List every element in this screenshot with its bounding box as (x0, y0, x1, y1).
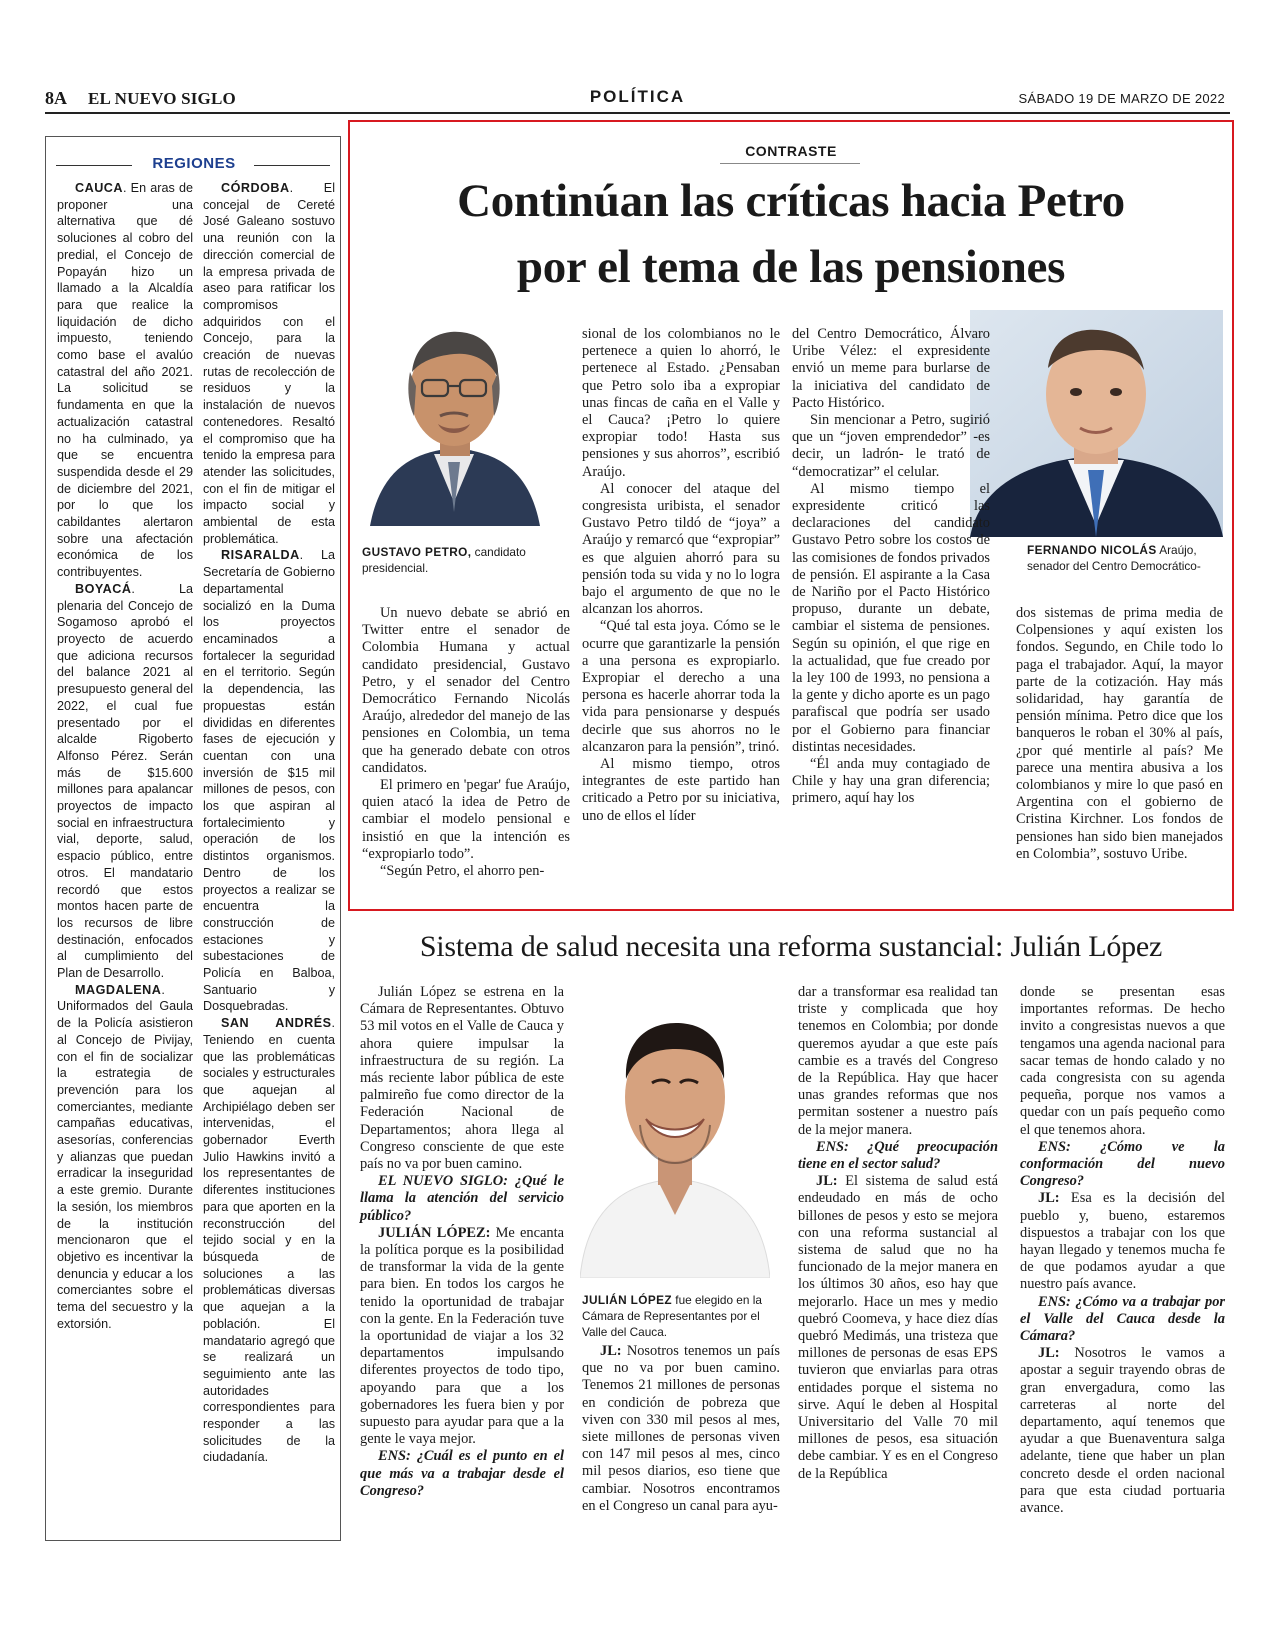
paragraph: Al conocer del ataque del congresista uribista, el senador Gustavo Petro tildó de “joya” a Araújo y remarcó que “expropiar” es que alguien ahorró para su pensión toda su vida y no lo logra bajo el argumento de que no le alcanzan los ahorros. (582, 480, 780, 618)
paragraph: Sin mencionar a Petro, sugirió que un “joven emprendedor” -es decir, un ladrón- le trató de “democratizar” el celular. (792, 412, 990, 480)
interview-question: EL NUEVO SIGLO: ¿Qué le llama la atención del servicio público? (360, 1173, 564, 1224)
lopez-photo-caption: JULIÁN LÓPEZ fue elegido en la Cámara de Representantes por el Valle del Cauca. (582, 1293, 762, 1339)
main-headline: Continúan las críticas hacia Petro por el tema de las pensiones (457, 175, 1125, 293)
second-story-column-3 (798, 984, 998, 1483)
main-story-column-3 (792, 326, 990, 808)
region-item: CAUCA. En aras de proponer una alternativa que dé soluciones al cobro del predial, el Concejo de Popayán hizo un llamado a la Alcaldía para que realice la liquidación de dicho impuesto, teniendo como base el avalúo catastral del año 2021. La solicitud se fundamenta en que la actualización catastral no ha culminado, ya que se encuentra suspendida desde el 29 de diciembre del 2021, por lo que los cabildantes alertaron sobre una afectación económica de los contribuyentes. (57, 181, 193, 580)
region-item: RISARALDA. La Secretaría de Gobierno departamental socializó en la Duma los proyectos encaminados a fortalecer la seguridad en el territorio. Según la dependencia, las propuestas están divididas en diferentes fases de ejecución y cuentan con una inversión de $15 mil millones de pesos, con los que aspiran al fortalecimiento y operación de los distintos organismos. Dentro de los proyectos a realizar se encuentra la construcción de estaciones y subestaciones de Policía en Balboa, Santuario y Dosquebradas. (203, 548, 335, 1014)
main-story-column-2 (582, 326, 780, 825)
interview-answer: JL: Nosotros le vamos a apostar a seguir trayendo obras de gran envergadura, como las carreteras al norte del departamento, aquí tenemos que ayudar a que Buenaventura salga adelante, tiene que haber un plan concreto desde el orden nacional para que esta ciudad portuaria avance. (1020, 1345, 1225, 1517)
story-kicker: CONTRASTE (745, 143, 837, 159)
interview-answer: JL: El sistema de salud está endeudado en más de ocho billones de pesos y esto se mejora con una reforma sustancial al sistema de salud que no ha funcionado de la mejor manera en los últimos 30 años, eso hay que mejorarlo. Hace un mes y medio quebró Coomeva, y hace diez días quebró Medimás, una tristeza que millones de personas de esas EPS tuvieron que enviarlas para otras entidades porque el sistema no sirve. Aquí le deben al Hospital Universitario del Valle 70 mil millones de pesos, esa situación debe cambiar. Y es en el Congreso de la República (798, 1173, 998, 1482)
main-story-column-4 (1016, 605, 1223, 863)
issue-date: SÁBADO 19 DE MARZO DE 2022 (1018, 91, 1225, 106)
region-item: MAGDALENA. Uniformados del Gaula de la Policía asistieron al Concejo de Pivijay, con el fin de socializar la estrategia de prevención para los comerciantes, mediante campañas educativas, asesorías, conferencias y alianzas que puedan erradicar la inseguridad a este gremio. Durante la sesión, los miembros de la institución mencionaron que el objetivo es incentivar la denuncia y educar a los comerciantes sobre el tema del secuestro y la extorsión. (57, 982, 193, 1331)
second-story-column-4 (1020, 984, 1225, 1517)
paragraph: sional de los colombianos no le pertenece a quien lo ahorró, le pertenece al Estado. ¿Pensaban que Petro solo iba a expropiar unas fincas de caña en el Valle y el Cauca? ¡Petro lo quiere expropiar todo! Hasta sus pensiones y sus ahorros”, escribió Araújo. (582, 326, 780, 480)
interview-answer: JL: Nosotros tenemos un país que no va por buen camino. Tenemos 21 millones de personas en condición de pobreza que viven con 330 mil pesos al mes, siete millones de personas viven con 147 mil pesos al mes, cinco mil pesos diarios, eso tiene que cambiar. Nosotros encontramos en el Congreso un canal para ayu- (582, 1343, 780, 1514)
section-name: POLÍTICA (589, 87, 686, 106)
paragraph: donde se presentan esas importantes reformas. De hecho invito a congresistas nuevos a que tengamos una agenda nacional para sacar temas de hondo calado y no cada congresista con su agenda pequeña, porque nos vamos a quedar con un país pequeño como el que tenemos ahora. (1020, 984, 1225, 1138)
paragraph: Al mismo tiempo el expresidente criticó las declaraciones del candidato Gustavo Petro sobre los costos de las comisiones de fondos privados de pensión. El aspirante a la Casa de Nariño por el Pacto Histórico propuso, durante un debate, cambiar el sistema de pensiones. Según su opinión, el que rige en la actualidad, que fue creado por la ley 100 de 1993, no pensiona a la gente y dicho aporte es un pago parafiscal que podría ser usado por el Gobierno para financiar distintas necesidades. (792, 480, 990, 755)
paragraph: dos sistemas de prima media de Colpensiones y aquí existen los fondos. Segundo, en Chile todo lo paga el trabajador. Aquí, la mayor parte de la cotización. Hay más solidaridad, hay garantía de pensión mínima. Petro dice que los banqueros le roban el 30% al país, ¿por qué mentirle al país? Me parece una mentira abusiva a los colombianos y mire lo que pasó en Argentina con el gobierno de Cristina Kirchner. Los fondos de pensiones han sido bien manejados en Colombia”, sostuvo Uribe. (1016, 605, 1223, 862)
interview-question: ENS: ¿Cómo va a trabajar por el Valle del Cauca desde la Cámara? (1020, 1293, 1225, 1345)
interview-question: ENS: ¿Qué preocupación tiene en el sector salud? (798, 1138, 998, 1173)
second-headline: Sistema de salud necesita una reforma sustancial: Julián López (419, 930, 1163, 963)
interview-answer: JULIÁN LÓPEZ: Me encanta la política porque es la posibilidad de transformar la vida de la gente para bien. En todos los cargos he tenido la oportunidad de trabajar con la gente. En la Federación tuve la oportunidad de viajar a los 32 departamentos impulsando diferentes proyectos de todo tipo, apoyando para que a los gobernadores les fuera bien y por supuesto para ayudar para que a la gente le vaya mejor. (360, 1224, 564, 1448)
newspaper-name: EL NUEVO SIGLO (88, 89, 236, 108)
paragraph: Julián López se estrena en la Cámara de Representantes. Obtuvo 53 mil votos en el Valle de Cauca y ahora quiere impulsar la infraestructura de su región. La más reciente labor pública de este palmireño fue como director de la Federación Nacional de Departamentos; ahora llega al Congreso consciente de que este país no va por buen camino. (360, 984, 564, 1173)
page-number: 8A (45, 88, 67, 108)
petro-photo-caption: GUSTAVO PETRO, candidato presidencial. (362, 545, 526, 575)
paragraph: Al mismo tiempo, otros integrantes de este partido han criticado a Petro por su iniciativa, uno de ellos el líder (582, 756, 780, 824)
paragraph: “Según Petro, el ahorro pen- (380, 863, 545, 880)
fernando-nicolas-photo (970, 310, 1223, 537)
nicolas-photo-caption: FERNANDO NICOLÁS Araújo, senador del Centro Democrático- (1027, 543, 1201, 573)
regiones-column-2 (203, 180, 335, 1466)
gustavo-petro-photo (360, 312, 548, 526)
region-item: CÓRDOBA. El concejal de Cereté José Galeano sostuvo una reunión con la dirección comercial de la empresa privada de aseo para ratificar los compromisos adquiridos con el Concejo, para la creación de nuevas rutas de recolección de residuos y la instalación de nuevos contenedores. Resaltó el compromiso que ha tenido la empresa para atender las solicitudes, con el fin de mitigar el impacto social y ambiental de esta problemática. (203, 181, 335, 546)
regiones-title: REGIONES (152, 155, 236, 172)
second-story-column-1 (360, 984, 564, 1500)
regiones-sidebar (45, 136, 341, 1541)
header-rule (45, 112, 1230, 114)
paragraph: dar a transformar esa realidad tan triste y complicada que hoy tenemos en Colombia; por donde queremos ayudar a que este país cambie es a través del Congreso de la República. Hay que hacer unas grandes reformas que nos permitan sostener a nuestro país de la mejor manera. (798, 984, 998, 1138)
paragraph: “Él anda muy contagiado de Chile y hay una gran diferencia; primero, aquí hay los (792, 756, 990, 807)
region-item: SAN ANDRÉS. Teniendo en cuenta que las problemáticas sociales y estructurales que aquejan al Archipiélago deben ser intervenidas, el gobernador Everth Julio Hawkins invitó a los representantes de diferentes instituciones para que aporten en la reconstrucción del tejido social y en la búsqueda de soluciones a las problemáticas diversas que aquejan a la población. El mandatario agregó que se realizará un seguimiento ante las autoridades correspondientes para responder a las solicitudes de la ciudadanía. (203, 1016, 335, 1465)
paragraph: El primero en 'pegar' fue Araújo, quien atacó la idea de Petro de cambiar el modelo pensional e insistió en que la intención es “expropiarlo todo”. (362, 777, 570, 862)
region-item: BOYACÁ. La plenaria del Concejo de Sogamoso aprobó el proyecto de acuerdo que adiciona recursos del balance 2021 al presupuesto general del 2022, el cual fue presentado por el alcalde Rigoberto Alfonso Pérez. Serán más de $15.600 millones para apalancar proyectos de impacto social en infraestructura vial, deporte, salud, espacio público, entre otros. El mandatario recordó que estos montos hacen parte de los recursos de libre destinación, enfocados al cumplimiento del Plan de Desarrollo. (57, 581, 193, 981)
kicker-rule (720, 163, 860, 164)
interview-answer: JL: Esa es la decisión del pueblo y, bueno, estaremos dispuestos a trabajar con los que hayan llegado y tenemos mucha fe de que podamos ayudar a que nuestro país avance. (1020, 1190, 1225, 1293)
paragraph: Un nuevo debate se abrió en Twitter entre el senador de Colombia Humana y actual candidato presidencial, Gustavo Petro, y el senador del Centro Democrático Fernando Nicolás Araújo, alrededor del manejo de las pensiones en Colombia, un tema que ha generado debate con otros candidatos. (362, 605, 570, 776)
main-story-column-1 (362, 605, 570, 880)
second-story-column-2 (582, 1343, 780, 1515)
regiones-rule-right (254, 165, 330, 166)
paragraph: “Qué tal esta joya. Cómo se le ocurre que garantizarle la pensión a una persona es expropiarlo. Expropiar el derecho a una persona es hacerle ahorrar toda la vida para pensionarse y después decirle que sus ahorros no le alcanzaron para la pensión”, trinó. (582, 618, 780, 755)
interview-question: ENS: ¿Cómo ve la conformación del nuevo Congreso? (1020, 1138, 1225, 1190)
interview-question: ENS: ¿Cuál es el punto en el que más va a trabajar desde el Congreso? (360, 1448, 564, 1499)
julian-lopez-photo (580, 993, 770, 1278)
regiones-column-1 (57, 180, 193, 1333)
paragraph: del Centro Democrático, Álvaro Uribe Vélez: el expresidente envió un meme para burlarse de la iniciativa del candidato de Pacto Histórico. (792, 326, 990, 411)
